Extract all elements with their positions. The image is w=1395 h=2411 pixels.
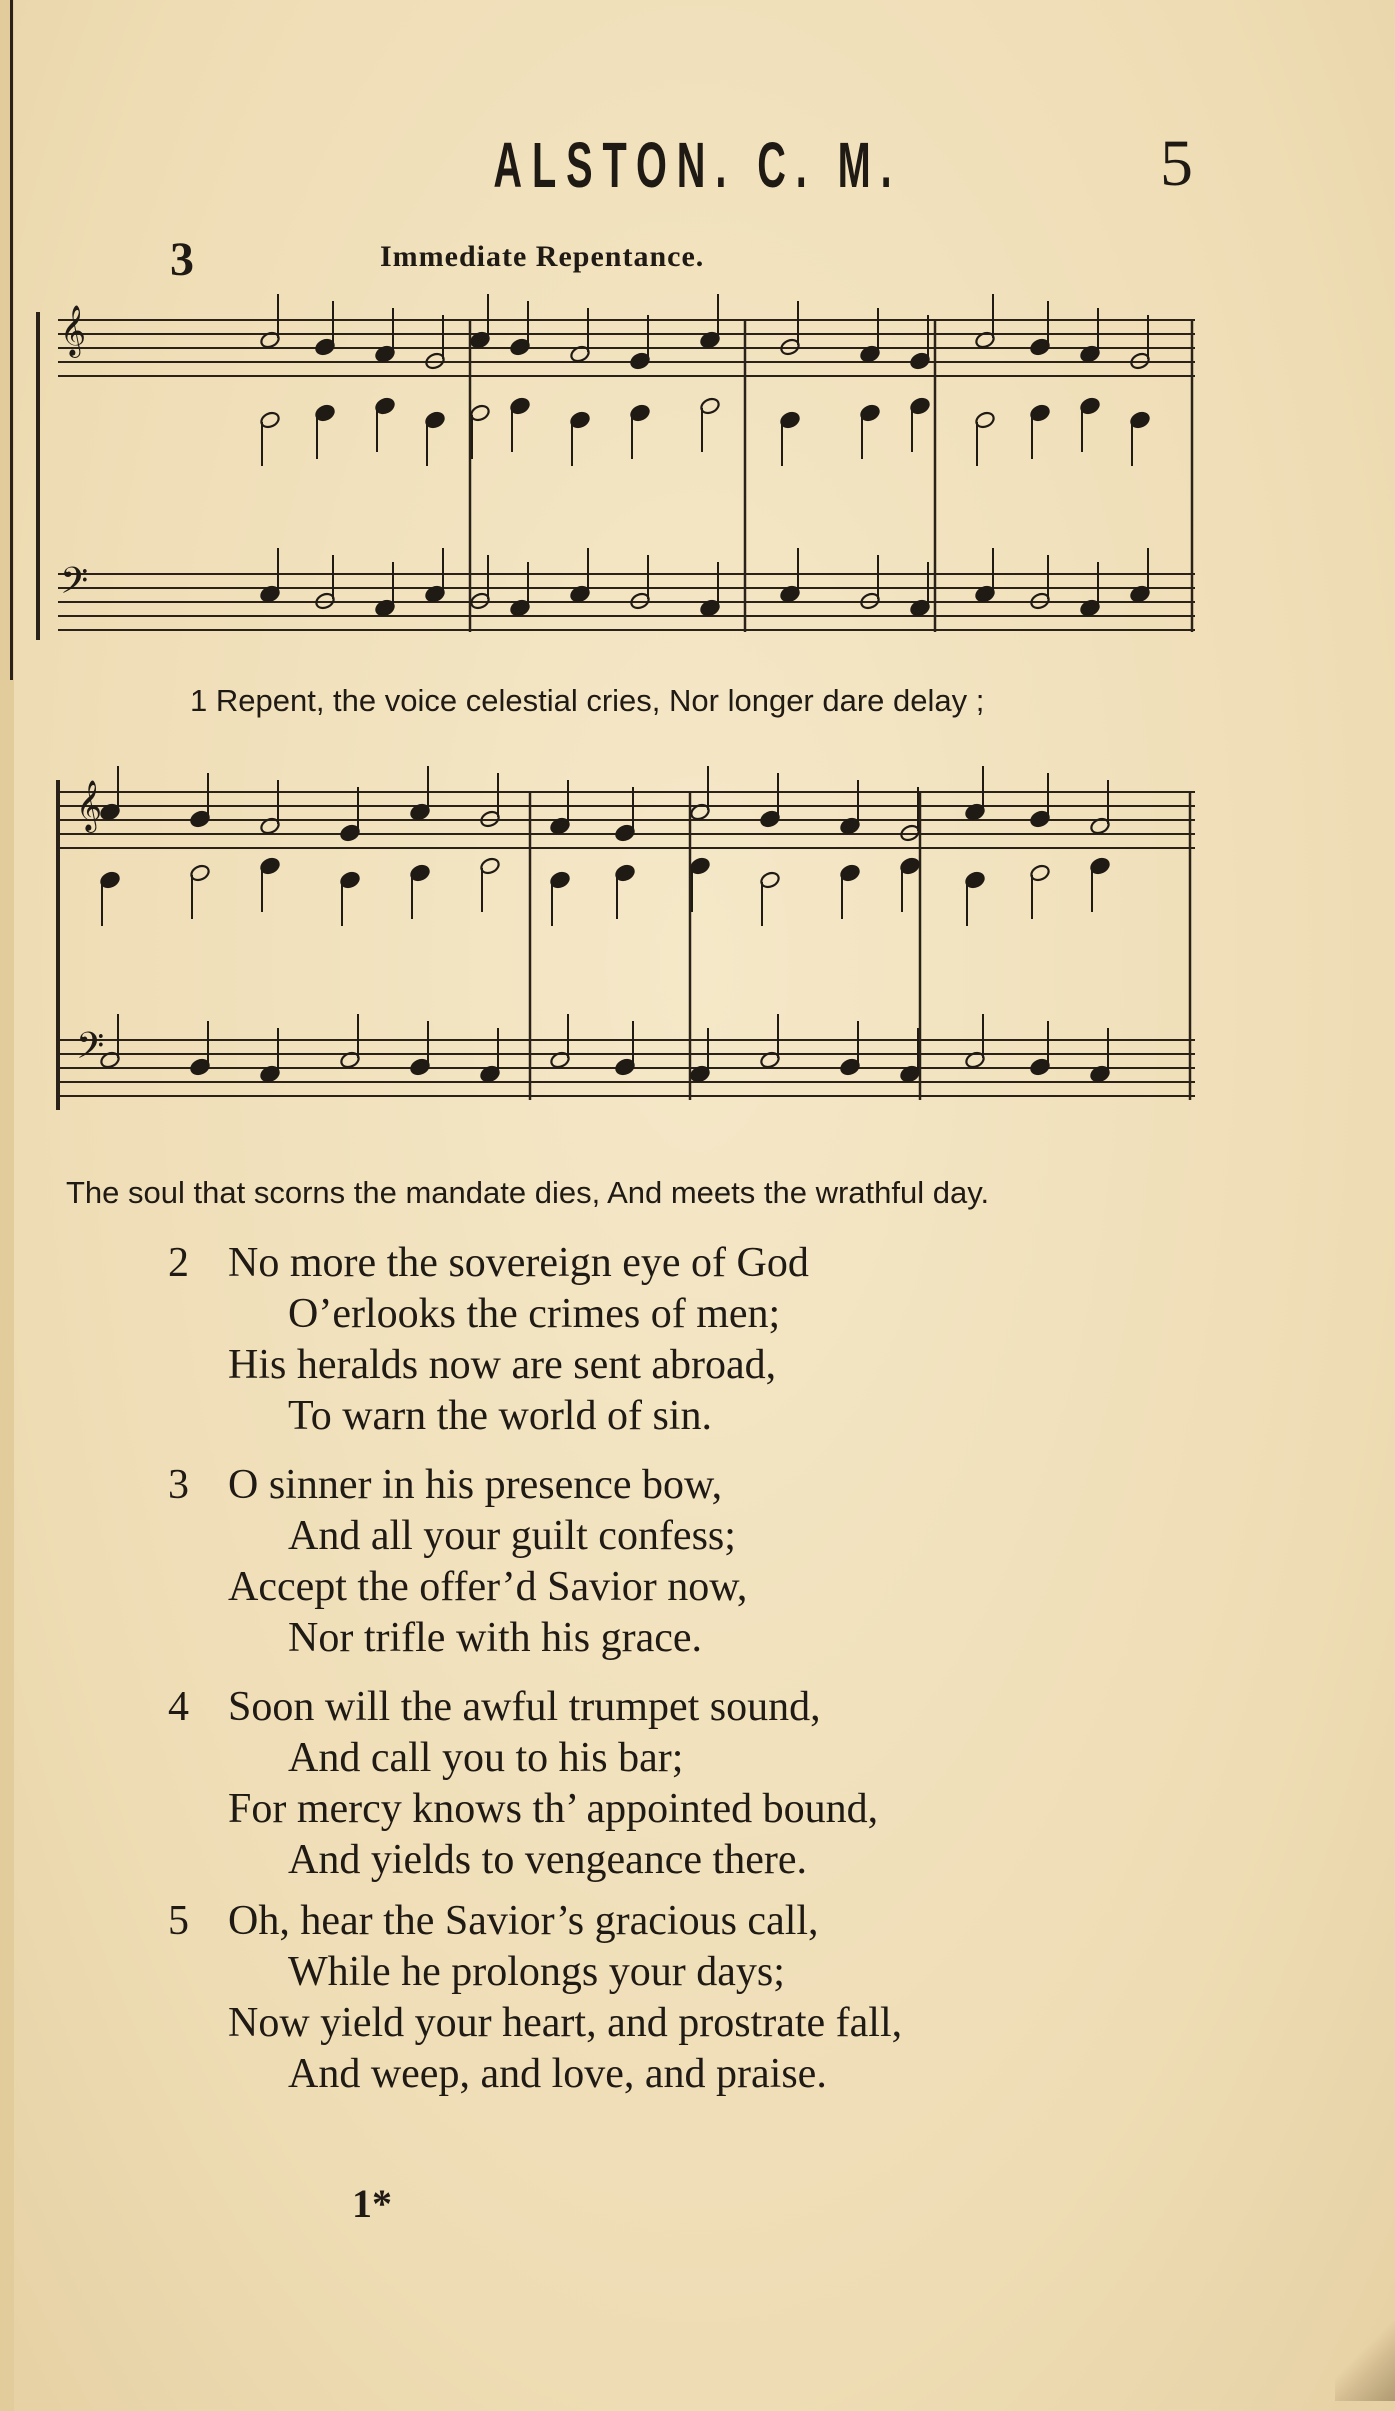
verse-line: While he prolongs your days; [288,1949,785,1995]
verse-line: No more the sovereign eye of God [228,1240,809,1286]
clef-glyph: 𝄢 [76,1025,105,1076]
verse-line: To warn the world of sin. [288,1393,712,1439]
verse-number: 5 [168,1898,189,1944]
verse-line: His heralds now are sent abroad, [228,1342,777,1388]
hymn-subject: Immediate Repentance. [380,240,705,273]
verse-number: 3 [168,1462,189,1508]
verse-line: Accept the offer’d Savior now, [228,1564,748,1610]
music-underlay-line-2: The soul that scorns the mandate dies, And meets the wrathful day. [66,1175,990,1210]
music-underlay-line-1: 1 Repent, the voice celestial cries, Nor longer dare delay ; [190,683,985,718]
verse-4 [168,1682,878,1886]
verse-line: And yields to vengeance there. [288,1837,807,1883]
verse-line: For mercy knows th’ appointed bound, [228,1786,879,1832]
clef-glyph: 𝄞 [76,780,103,831]
verse-line: Nor trifle with his grace. [288,1615,703,1661]
verse-line: And call you to his bar; [288,1735,684,1781]
verse-line: And all your guilt confess; [288,1513,736,1559]
verse-line: Soon will the awful trumpet sound, [228,1684,821,1730]
verse-line: And weep, and love, and praise. [288,2051,827,2097]
hymn-number: 3 [170,233,194,286]
verse-line: O’erlooks the crimes of men; [288,1291,781,1337]
verse-number: 2 [168,1240,189,1286]
running-title: ALSTON. C. M. [493,129,902,201]
verse-2 [168,1238,809,1442]
verse-number: 4 [168,1684,189,1730]
clef-glyph: 𝄢 [60,560,89,611]
verse-line: Now yield your heart, and prostrate fall, [228,2000,903,2046]
music-notation [0,0,1395,1200]
page-corner-stain [1335,2321,1395,2401]
verse-5 [168,1896,902,2100]
page-number: 5 [1160,127,1193,200]
signature-mark: 1* [352,2181,392,2226]
clef-glyph: 𝄞 [60,305,87,356]
verse-line: O sinner in his presence bow, [228,1462,723,1508]
verse-3 [168,1460,747,1664]
verse-line: Oh, hear the Savior’s gracious call, [228,1898,819,1944]
